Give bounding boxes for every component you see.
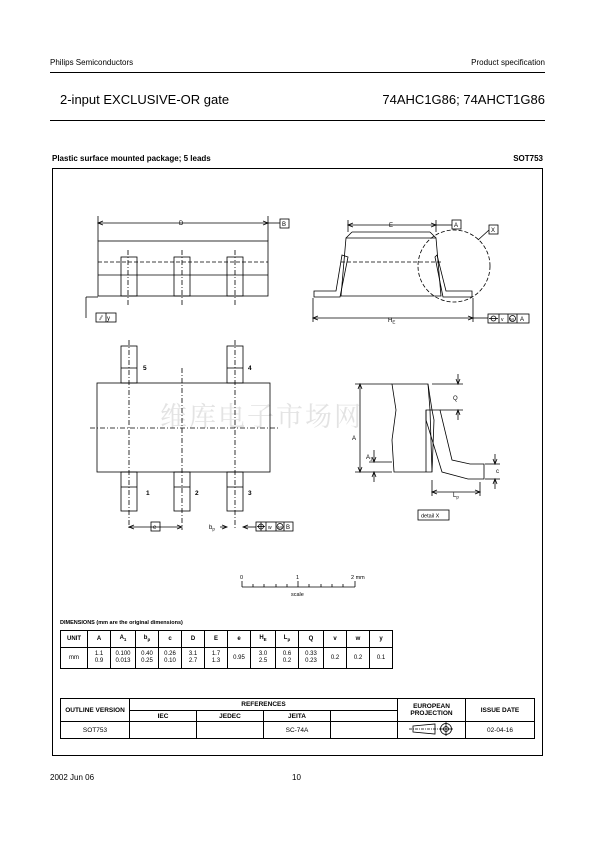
dim-Q-label: Q xyxy=(453,396,458,402)
dim-Lp-label: $L_p$ xyxy=(453,493,459,500)
dim-A-label: A xyxy=(352,436,357,442)
dim-value: 1.3 xyxy=(211,658,221,664)
detail-view xyxy=(355,374,500,520)
dim-value: 0.10 xyxy=(164,658,176,664)
dim-value-cell xyxy=(111,648,136,669)
scale-tick-1: 1 xyxy=(296,575,300,581)
dim-col-header-main: c xyxy=(168,636,172,642)
dim-value: 0.1 xyxy=(376,654,386,661)
dim-value: 3.0 xyxy=(258,651,268,657)
dim-value: 0.40 xyxy=(141,651,153,657)
references-table xyxy=(60,698,535,739)
dim-value: 0.25 xyxy=(141,658,153,664)
dim-col-header xyxy=(182,631,205,648)
iec-value xyxy=(130,722,197,739)
ref-B-label: B xyxy=(282,222,287,228)
bottom-view xyxy=(90,340,293,531)
dim-col-header xyxy=(299,631,324,648)
dim-col-header-main: A xyxy=(96,636,102,642)
projection-symbol xyxy=(398,722,466,739)
part-numbers: 74AHC1G86; 74AHCT1G86 xyxy=(382,92,545,107)
dim-value-cell xyxy=(299,648,324,669)
dim-value: 0.013 xyxy=(115,658,131,664)
footer-date: 2002 Jun 06 xyxy=(50,773,95,782)
jedec-value xyxy=(197,722,264,739)
dim-value: 0.6 xyxy=(282,651,292,657)
package-code: SOT753 xyxy=(513,154,543,163)
pin-1-label: 1 xyxy=(146,490,150,497)
dim-col-header xyxy=(111,631,136,648)
blank-value xyxy=(331,722,398,739)
side-view xyxy=(313,220,529,323)
dim-value-cell xyxy=(136,648,159,669)
dim-value: 2.5 xyxy=(258,658,268,664)
dim-col-header-main: H xyxy=(259,635,264,642)
dim-unit-cell: mm xyxy=(61,648,88,669)
dim-col-header xyxy=(61,631,88,648)
dim-col-header xyxy=(251,631,276,648)
jedec-header: JEDEC xyxy=(197,711,264,722)
dim-value: 0.2 xyxy=(330,654,340,661)
projection-icon xyxy=(409,722,455,736)
dim-col-header-main: L xyxy=(283,635,288,642)
dim-value: 2.7 xyxy=(188,658,198,664)
ref-X-label: X xyxy=(491,228,496,234)
outline-version-header: OUTLINE VERSION xyxy=(61,699,130,722)
tol-M2-label: M xyxy=(278,525,282,530)
dim-col-header xyxy=(136,631,159,648)
dim-col-header-main: w xyxy=(355,636,361,642)
dim-value-cell xyxy=(324,648,347,669)
tol-y-label: y xyxy=(107,316,110,322)
scale-tick-2: 2 mm xyxy=(351,575,365,581)
dim-value-cell xyxy=(370,648,393,669)
scale-bar xyxy=(242,581,355,587)
dim-col-header-main: D xyxy=(190,636,196,642)
top-view xyxy=(86,216,289,322)
detail-x-label: detail X xyxy=(421,513,440,520)
dim-value-cell xyxy=(347,648,370,669)
dim-bp-label: $b_p$ xyxy=(209,525,215,532)
tol-A-label: A xyxy=(520,317,525,323)
dim-value-cell xyxy=(276,648,299,669)
dim-value: 0.2 xyxy=(282,658,292,664)
dim-col-header-main: e xyxy=(237,636,241,642)
dim-col-header xyxy=(370,631,393,648)
dim-col-header-main: Q xyxy=(308,636,314,642)
dim-col-header-sub: E xyxy=(263,637,267,643)
scale-tick-0: 0 xyxy=(240,575,244,581)
dim-HE-label: $H_E$ xyxy=(388,318,396,325)
dim-value-cell xyxy=(88,648,111,669)
dim-value-cell xyxy=(251,648,276,669)
scale-label: scale xyxy=(291,592,304,598)
dim-value: 0.26 xyxy=(164,651,176,657)
dim-A1-label: $A_1$ xyxy=(366,455,373,462)
pin-4-label: 4 xyxy=(248,365,252,372)
jeita-value: SC-74A xyxy=(264,722,331,739)
dim-value: 0.33 xyxy=(305,651,317,657)
tol-w-label: w xyxy=(268,525,272,531)
tol-M-label: M xyxy=(510,317,514,322)
dim-value: 1.1 xyxy=(94,651,104,657)
dim-value-cell xyxy=(182,648,205,669)
dim-value: 0.23 xyxy=(305,658,317,664)
dim-col-header-main: b xyxy=(143,635,148,642)
dim-col-header xyxy=(324,631,347,648)
dim-value: 0.95 xyxy=(233,654,245,661)
jeita-header: JEITA xyxy=(264,711,331,722)
dim-value: 1.7 xyxy=(211,651,221,657)
dim-value: 0.100 xyxy=(115,651,131,657)
dim-col-header-main: E xyxy=(213,636,218,642)
dim-value-cell xyxy=(205,648,228,669)
dim-col-header-sub: p xyxy=(287,637,291,643)
dim-col-header xyxy=(347,631,370,648)
pin-2-label: 2 xyxy=(195,490,199,497)
dim-col-header-main: A xyxy=(119,635,124,642)
company-name: Philips Semiconductors xyxy=(50,58,134,67)
dimensions-title: DIMENSIONS (mm are the original dimensions) xyxy=(60,620,183,626)
pin-5-label: 5 xyxy=(143,365,147,372)
dim-col-header xyxy=(88,631,111,648)
dim-D-label: D xyxy=(179,221,184,227)
dim-col-header-sub: p xyxy=(147,637,151,643)
dim-value-cell xyxy=(228,648,251,669)
dim-col-header xyxy=(159,631,182,648)
blank-header xyxy=(331,711,398,722)
dim-E-label: E xyxy=(389,223,394,229)
dim-e-label: e xyxy=(153,525,157,531)
dim-col-header-main: UNIT xyxy=(67,636,81,642)
tol-v-label: v xyxy=(501,317,504,323)
issue-date-value: 02-04-16 xyxy=(466,722,535,739)
package-description: Plastic surface mounted package; 5 leads xyxy=(52,154,211,163)
dim-col-header-sub: 1 xyxy=(123,637,127,643)
dim-col-header-main: y xyxy=(379,636,383,642)
pin-3-label: 3 xyxy=(248,490,252,497)
dim-value: 0.9 xyxy=(94,658,104,664)
ref-A-label: A xyxy=(454,223,459,229)
watermark: 维库电子市场网 xyxy=(160,402,363,433)
dimensions-table xyxy=(60,630,393,669)
outline-value: SOT753 xyxy=(61,722,130,739)
dim-c-label: c xyxy=(496,469,499,475)
ref-B2-label: B xyxy=(286,525,291,531)
issue-date-header: ISSUE DATE xyxy=(466,699,535,722)
dim-col-header xyxy=(228,631,251,648)
iec-header: IEC xyxy=(130,711,197,722)
dim-value: 3.1 xyxy=(188,651,198,657)
dim-value-cell xyxy=(159,648,182,669)
parallelism-icon: ⫽ xyxy=(99,315,102,322)
dim-col-header xyxy=(205,631,228,648)
dimensions-data-row xyxy=(61,648,393,669)
dim-col-header-main: v xyxy=(333,636,337,642)
references-header: REFERENCES xyxy=(130,699,398,711)
dim-col-header xyxy=(276,631,299,648)
european-projection-header: EUROPEAN PROJECTION xyxy=(398,699,466,722)
page-number: 10 xyxy=(292,773,301,782)
dim-value: 0.2 xyxy=(353,654,363,661)
dimensions-header-row xyxy=(61,631,393,648)
page-title: 2-input EXCLUSIVE-OR gate xyxy=(60,92,230,107)
document-type: Product specification xyxy=(471,58,545,67)
